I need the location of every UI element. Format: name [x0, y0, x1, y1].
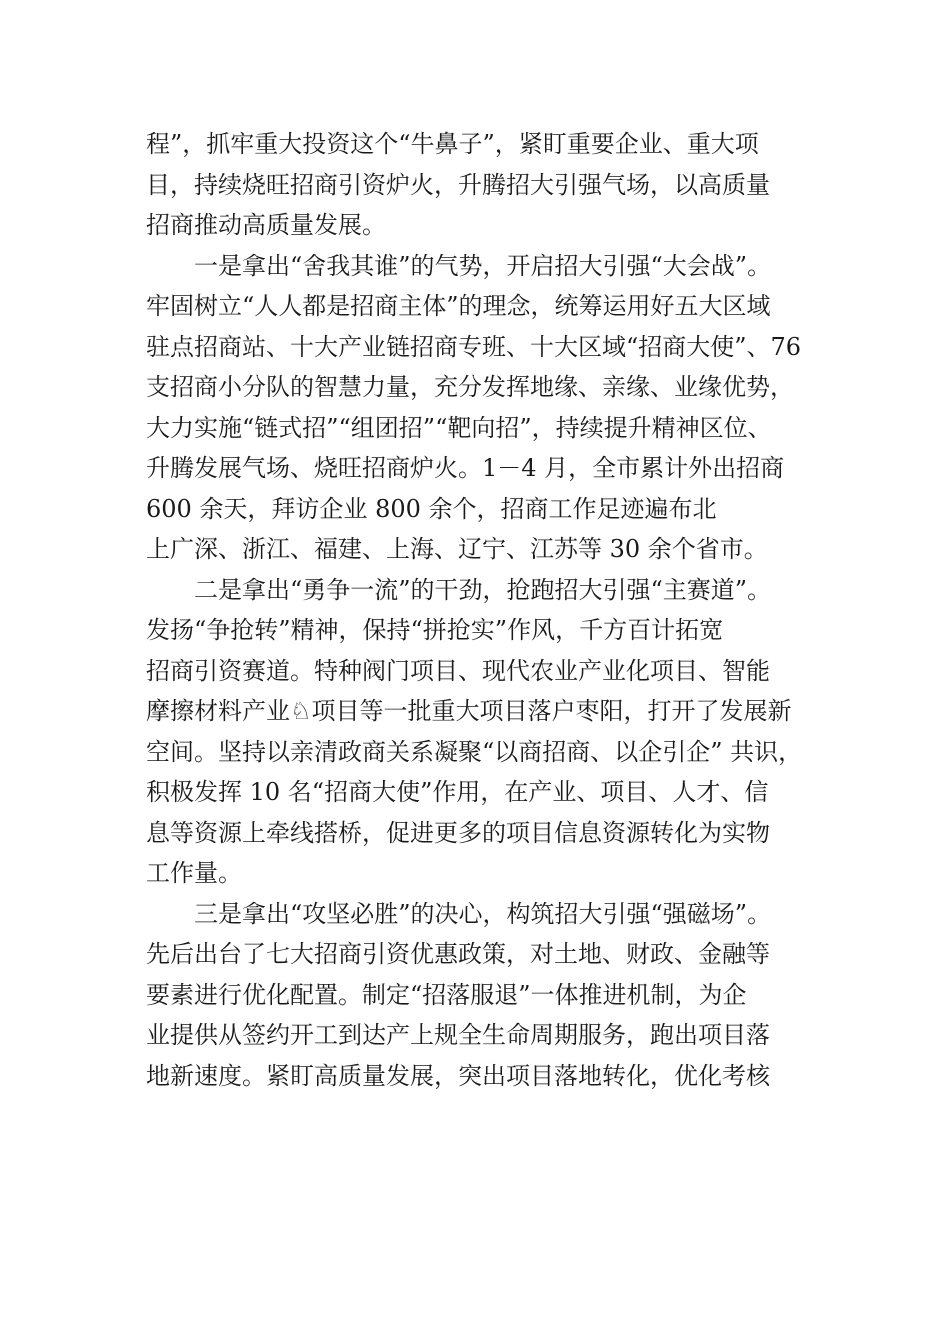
text-line: 牢固树立“人人都是招商主体”的理念，统筹运用好五大区域: [146, 292, 771, 320]
text-line: 空间。坚持以亲清政商关系凝聚“以商招商、以企引企” 共识，: [146, 737, 803, 766]
text-line: 大力实施“链式招”“组团招”“靶向招”，持续提升精神区位、: [146, 413, 772, 442]
text-line: 600 余天，拜访企业 800 余个，招商工作足迹遍布北: [146, 494, 717, 523]
text-line: 业提供从签约开工到达产上规全生命周期服务，跑出项目落: [146, 1021, 770, 1049]
text-line: 招商推动高质量发展。: [146, 211, 386, 239]
text-line: 二是拿出“勇争一流”的干劲，抢跑招大引强“主赛道”。: [194, 575, 772, 604]
text-line: 摩擦材料产业♘项目等一批重大项目落户枣阳，打开了发展新: [146, 697, 792, 725]
text-line: 先后出台了七大招商引资优惠政策，对土地、财政、金融等: [146, 940, 770, 968]
text-line: 积极发挥 10 名“招商大使”作用，在产业、项目、人才、信: [146, 778, 769, 806]
text-line: 息等资源上牵线搭桥，促进更多的项目信息资源转化为实物: [146, 818, 770, 847]
text-line: 地新速度。紧盯高质量发展，突出项目落地转化，优化考核: [146, 1061, 770, 1090]
document-body: [146, 124, 846, 1096]
text-line: 支招商小分队的智慧力量，充分发挥地缘、亲缘、业缘优势，: [146, 373, 794, 401]
text-line: 三是拿出“攻坚必胜”的决心，构筑招大引强“强磁场”。: [194, 899, 772, 928]
text-line: 程”，抓牢重大投资这个“牛鼻子”，紧盯重要企业、重大项: [146, 130, 759, 158]
text-line: 招商引资赛道。特种阀门项目、现代农业产业化项目、智能: [146, 656, 770, 685]
text-line: 工作量。: [146, 859, 242, 887]
text-line: 发扬“争抢转”精神，保持“拼抢实”作风，千方百计拓宽: [146, 616, 724, 644]
text-line: 要素进行优化配置。制定“招落服退”一体推进机制，为企: [146, 980, 747, 1009]
text-line: 上广深、浙江、福建、上海、辽宁、江苏等 30 余个省市。: [146, 535, 768, 563]
text-line: 驻点招商站、十大产业链招商专班、十大区域“招商大使”、76: [146, 332, 802, 361]
text-line: 一是拿出“舍我其谁”的气势，开启招大引强“大会战”。: [194, 251, 772, 280]
text-line: 目，持续烧旺招商引资炉火，升腾招大引强气场，以高质量: [146, 170, 770, 199]
text-line: 升腾发展气场、烧旺招商炉火。1－4 月，全市累计外出招商: [146, 454, 785, 482]
